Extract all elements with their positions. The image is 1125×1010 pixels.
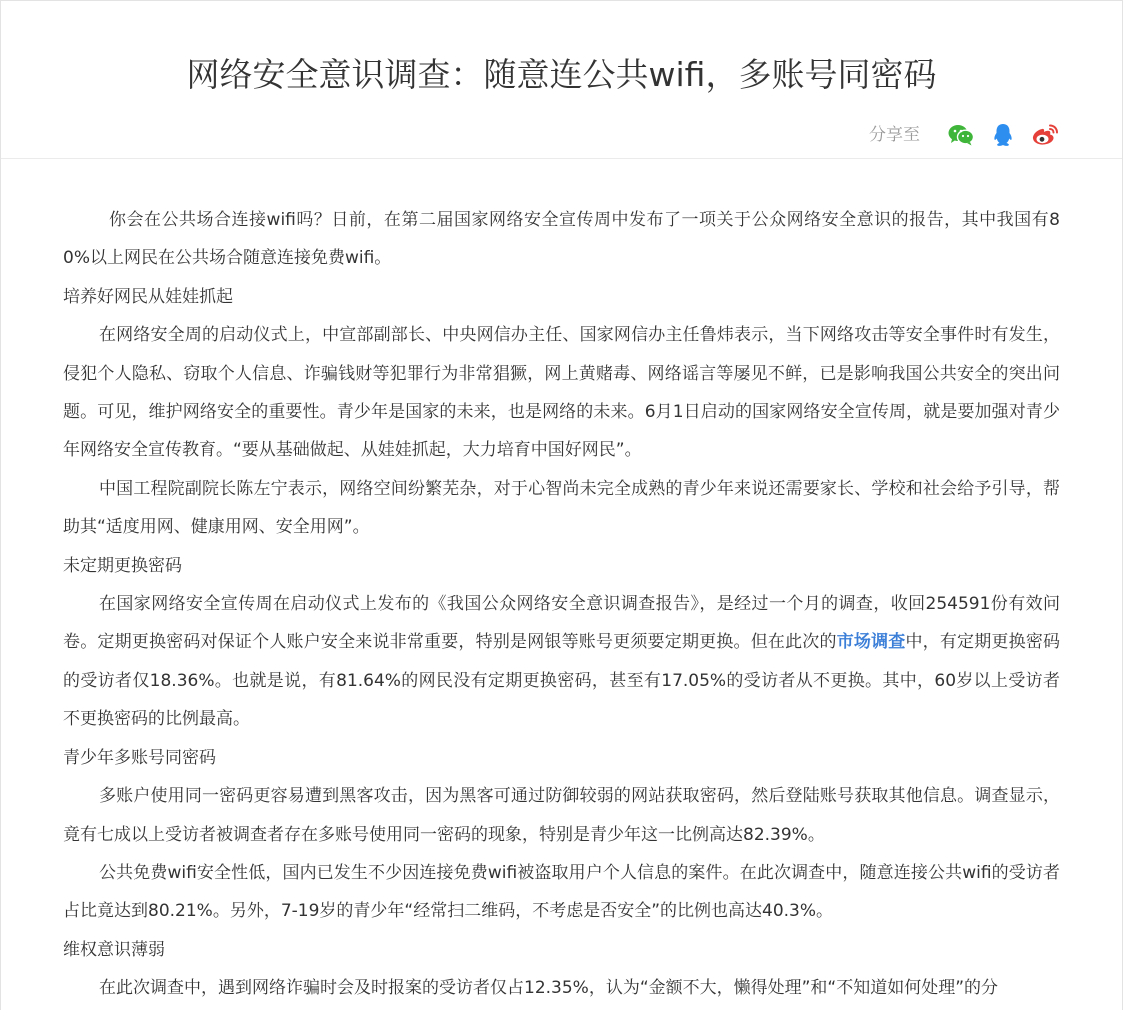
weibo-icon	[1031, 123, 1059, 147]
share-label: 分享至	[869, 125, 920, 145]
intro-paragraph: 你会在公共场合连接wifi吗？日前，在第二届国家网络安全宣传周中发布了一项关于公众网络安全意识的报告，其中我国有80%以上网民在公共场合随意连接免费wifi。	[63, 210, 1060, 269]
paragraph-text: 在国家网络安全宣传周在启动仪式上发布的《我国公众网络安全意识调查报告》，是经过一个月的调查，收回254591份有效问卷。定期更换密码对保证个人账户安全来说非常重要，特别是网银等账号更须要定期更换。但在此次的	[63, 594, 1060, 653]
section-heading-same-password: 青少年多账号同密码	[63, 747, 216, 768]
paragraph: 在网络安全周的启动仪式上，中宣部副部长、中央网信办主任、国家网信办主任鲁炜表示，当下网络攻击等安全事件时有发生，侵犯个人隐私、窃取个人信息、诈骗钱财等犯罪行为非常猖獗，网上黄赌毒、网络谣言等屡见不鲜，已是影响我国公共安全的突出问题。可见，维护网络安全的重要性。青少年是国家的未来，也是网络的未来。6月1日启动的国家网络安全宣传周，就是要加强对青少年网络安全宣传教育。“要从基础做起、从娃娃抓起，大力培育中国好网民”。	[63, 325, 1060, 461]
paragraph-text: 中，有定期更换密码的受访者仅18.36%。也就是说，有81.64%的网民没有定期更换密码，甚至有17.05%的受访者从不更换。其中，60岁以上受访者不更换密码的比例最高。	[63, 632, 1061, 730]
share-wechat-button[interactable]	[946, 120, 976, 150]
qq-icon	[992, 123, 1014, 147]
paragraph: 公共免费wifi安全性低，国内已发生不少因连接免费wifi被盗取用户个人信息的案件。在此次调查中，随意连接公共wifi的受访者占比竟达到80.21%。另外，7-19岁的青少年“经常扫二维码，不考虑是否安全”的比例也高达40.3%。	[63, 862, 1060, 922]
article-title: 网络安全意识调查：随意连公共wifi，多账号同密码	[186, 55, 937, 94]
paragraph: 在此次调查中，遇到网络诈骗时会及时报案的受访者仅占12.35%，认为“金额不大，懒得处理”和“不知道如何处理”的分	[99, 978, 999, 999]
share-weibo-button[interactable]	[1030, 120, 1060, 150]
paragraph: 中国工程院副院长陈左宁表示，网络空间纷繁芜杂，对于心智尚未完全成熟的青少年来说还需要家长、学校和社会给予引导，帮助其“适度用网、健康用网、安全用网”。	[63, 478, 1060, 538]
share-bar	[869, 120, 1060, 150]
paragraph: 多账户使用同一密码更容易遭到黑客攻击，因为黑客可通过防御较弱的网站获取密码，然后登陆账号获取其他信息。调查显示，竟有七成以上受访者被调查者存在多账号使用同一密码的现象，特别是青少年这一比例高达82.39%。	[63, 786, 1060, 845]
section-heading-cultivate: 培养好网民从娃娃抓起	[63, 286, 233, 307]
market-research-link[interactable]: 市场调查	[836, 632, 906, 653]
article-header	[1, 1, 1122, 159]
share-qq-button[interactable]	[988, 120, 1018, 150]
section-heading-password: 未定期更换密码	[63, 555, 182, 576]
section-heading-rights: 维权意识薄弱	[63, 939, 165, 960]
wechat-icon	[948, 124, 974, 146]
article-body	[1, 201, 1122, 1008]
paragraph-with-link	[63, 585, 1060, 739]
